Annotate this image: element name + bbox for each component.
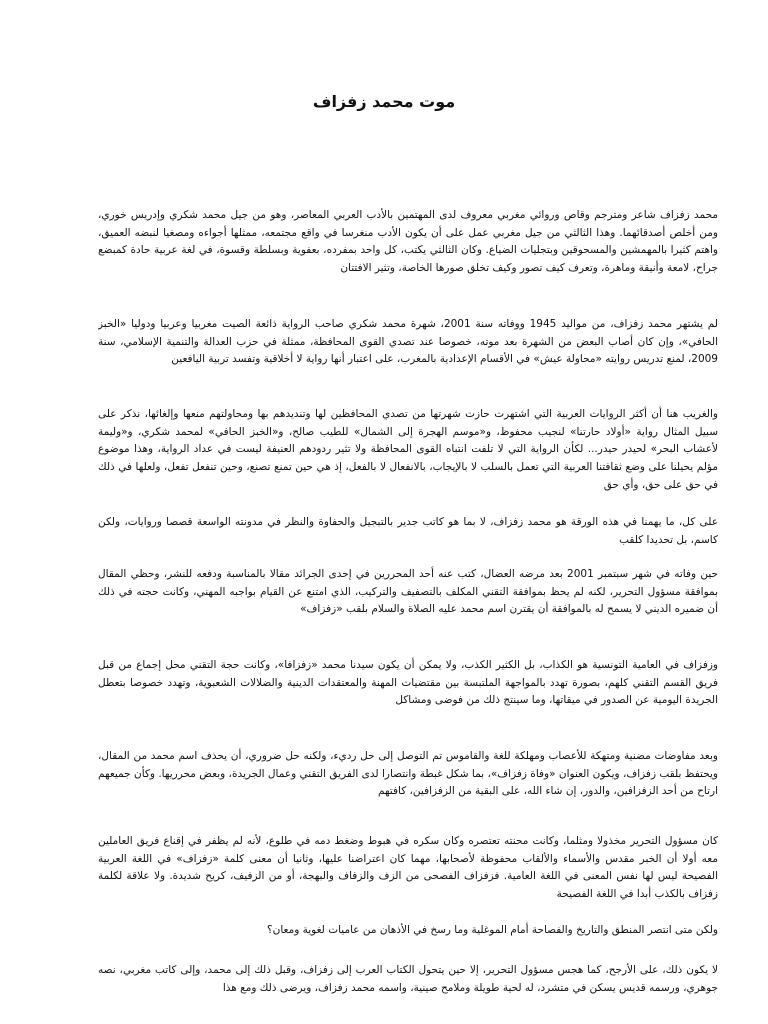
paragraph: على كل، ما يهمنا في هذه الورقة هو محمد زفزاف، لا بما هو كاتب جدير بالتبجيل والحفاوة والنظر في مدونته الواسعة قصصا وروايات، ولكن كاسم، بل تحديدا كلقب — [98, 516, 718, 546]
paragraph: لا يكون ذلك، على الأرجح، كما هجس مسؤول التحرير، إلا حين يتحول الكتاب العرب إلى زفزاف، وقبل ذلك إلى محمد، وإلى كاتب مغربي، نصه جوهري، ورسمه قديس يسكن في متشرد، له لحية طويلة وملامح صينية، واسمه محمد زفزاف، ويرضى ذلك ومع هذا — [98, 964, 718, 994]
paragraph: وبعد مفاوضات مضنية ومتهكة للأعصاب ومهلكة للغة والقاموس تم التوصل إلى حل رديء، ولكنه حل ضروري، أن يحذف اسم محمد من المقال، ويحتفظ بلقب زفزاف، ويكون العنوان «وفاة زفزاف»، بما شكل غبطة وانتصارا لدى الفريق التقني وعمال الجريدة، وبعض محرريها. وكأن جميعهم ارتاح من أحد الزفزافين، والدور، إن شاء الله، على البقية من الزفزافين، كافتهم — [98, 750, 718, 798]
paragraph: محمد زفزاف شاعر ومترجم وقاص وروائي مغربي معروف لدى المهتمين بالأدب العربي المعاصر، وهو من جيل محمد شكري وإدريس خوري، ومن أخلص أصدقائهما. وهذا الثالثي من جيل مغربي عمل على أن يكون الأدب منغرسا في واقع مجتمعه، ممثلها أجواءه ومصغيا لنبضه العميق، واهتم كثيرا بالمهمشين والمسحوقين وبتجليات الضياع. وكان الثالثي يكتب، كل واحد بمفرده، بعفوية وبسلطة وقسوة، في لغة عربية حادة كمبضع جراح، لامعة وأنيقة وماهرة، وتعرف كيف تصور وكيف تخلق صورها الخاصة، وتثير الافتتان — [98, 209, 718, 275]
paragraph: حين وفاته في شهر سبتمبر 2001 بعد مرضه العضال، كتب عنه أحد المحررين في إحدى الجرائد مقالا بالمناسبة ودفعه للنشر، وحظي المقال بموافقة مسؤول التحرير، لكنه لم يحظ بموافقة التقني المكلف بالتصفيف والتركيب، الذي امتنع عن القيام بواجبه المهني، وكانت حجته في ذلك أن ضميره الديني لا يسمح له بالموافقة أن يقترن اسم محمد عليه الصلاة والسلام بلقب «زفزاف» — [98, 568, 718, 616]
paragraph: والغريب هنا أن أكثر الروايات العربية التي اشتهرت حازت شهرتها من تصدي المحافظين لها وتنديدهم بها ومحاولتهم منعها وإلغائها، نذكر على سبيل المثال رواية «أولاد حارتنا» لنجيب محفوظ، و«موسم الهجرة إلى الشمال» للطيب صالح، و«الخبز الحافي» لمحمد شكري، و«وليمة لأعشاب البحر» لحيدر حيدر... لكأن الرواية التي لا تلفت انتباه القوى المحافظة ولا تثير ردودهم العنيفة ليست في عداد الرواية، وهذا موضوع مؤلم يحيلنا على وضع ثقافتنا العربية التي تعمل بالسلب لا بالإيجاب، بالانفعال لا بالفعل، إذ هي حين تمنع تصنع، وحين تنفعل تفعل، ولعلها في ذلك في حق على حق، وأي حق — [98, 408, 718, 491]
paragraph: لم يشتهر محمد زفزاف، من مواليد 1945 ووفاته سنة 2001، شهرة محمد شكري صاحب الرواية ذائعة الصيت مغربيا وعربيا ودوليا «الخبز الحافي»، وإن كان أصاب البعض من الشهرة بعد موته، خصوصا عند تصدي القوى المحافظة، ممثلة في حزب العدالة والتنمية الإسلامي، سنة 2009، لمنع تدريس روايته «محاولة عيش» في الأقسام الإعدادية بالمغرب، على اعتبار أنها رواية لا أخلاقية وتفسد تربية اليافعين — [98, 318, 718, 366]
paragraph: وزفزاف في العامية التونسية هو الكذاب، بل الكثير الكذب، ولا يمكن أن يكون سيدنا محمد «زفزافا»، وكانت حجة التقني محل إجماع من قبل فريق القسم التقني كلهم، بصورة تهدد بالمواجهة الملتبسة بين مقتضيات المهنة والمعتقدات الدينية والضلالات الشعبوية، وتهدد خصوصا بتعطل الجريدة اليومية عن الصدور في ميقاتها، وما سينتج ذلك من فوضى ومشاكل — [98, 659, 718, 707]
paragraph: كان مسؤول التحرير مخذولا ومثلما، وكانت محنته تعتصره وكان سكره في هبوط وضغط دمه في طلوع، لأنه لم يظفر في إقناع فريق العاملين معه أولا أن الخبر مقدس والأسماء والألقاب محفوظة لأصحابها، مهما كان اعتراضنا عليها، وثانيا أن معنى كلمة «زفزاف» في اللغة العربية الفصيحة ليس لها نفس المعنى في اللغة العامية. فزفزاف الفصحى من الزف والزفاف والبهجة، أو من الزفيف، كريح شديدة. ولا علاقة لكلمة زفزاف بالكذب أبدا في اللغة الفصيحة — [98, 835, 718, 901]
paragraph: ولكن متى انتصر المنطق والتاريخ والفصاحة أمام الموغلية وما رسخ في الأذهان من عاميات لغوية ومعان؟ — [267, 924, 718, 936]
document-title: موت محمد زفزاف — [312, 92, 456, 111]
